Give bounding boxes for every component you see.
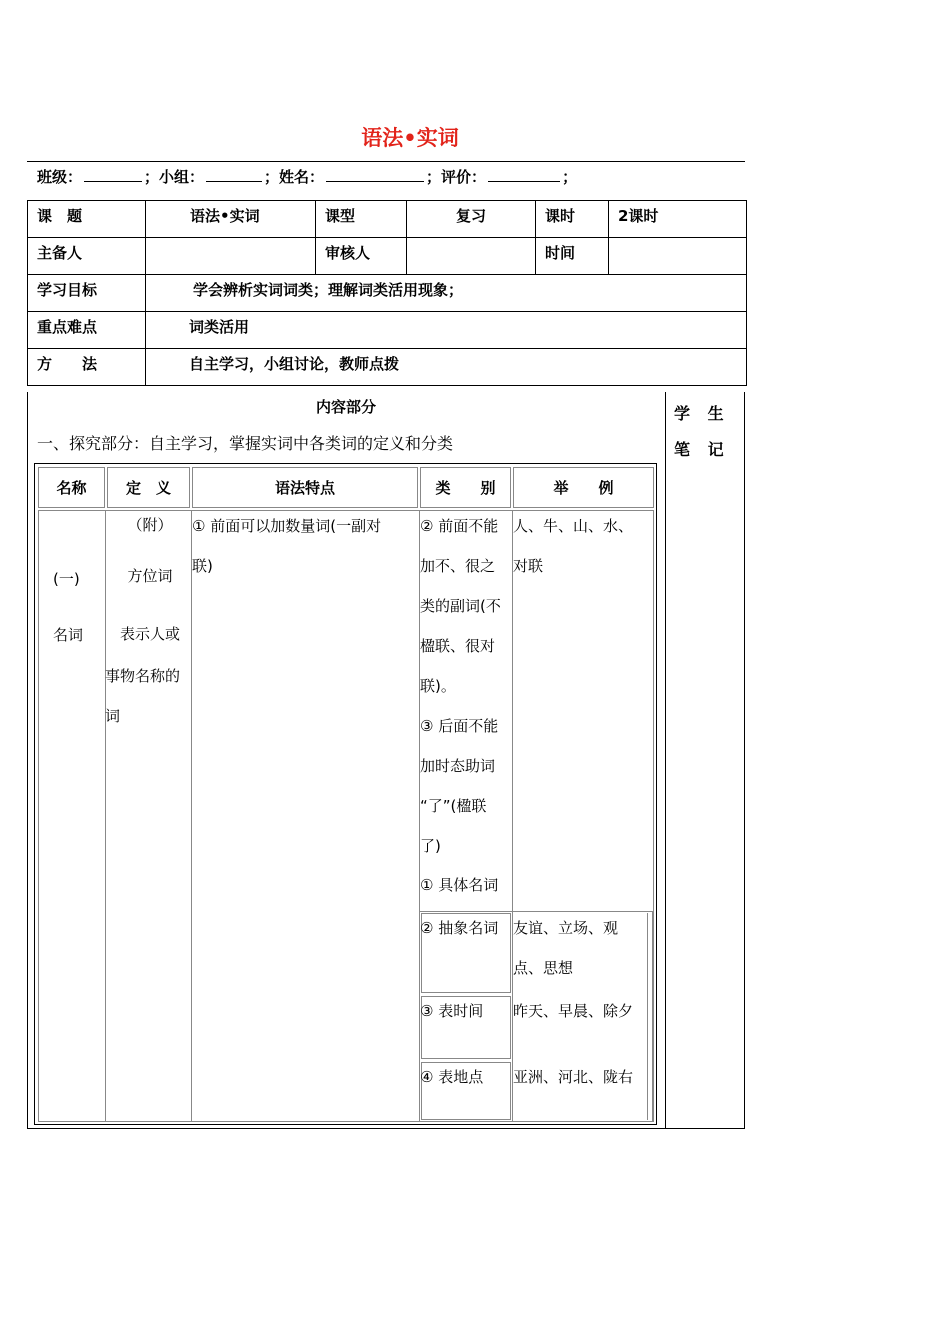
reviewer-label: 审核人 [316,238,407,275]
header-row-goal [28,275,747,312]
content-section-label: 内容部分 [315,398,376,416]
student-info-line [37,166,577,187]
example-line: 人、牛、山、水、 [513,517,634,535]
sub-category-place: ④ 表地点 [420,1068,484,1086]
goal-value: 学会辨析实词词类；理解词类活用现象； [146,275,747,312]
column-header-example: 举 例 [513,467,654,508]
example-line: 友谊、立场、观 [513,919,619,937]
word-class-table [34,463,657,1125]
column-header-features: 语法特点 [192,467,418,508]
focus-value: 词类活用 [146,312,747,349]
header-row-topic [28,201,747,238]
sub-example-time: 昨天、早晨、除夕 [513,1002,634,1020]
header-row-method [28,349,747,386]
definition-line: 方位词 [127,567,173,585]
method-label: 方 法 [28,349,146,386]
title-rule [27,161,745,162]
type-value: 复习 [407,201,536,238]
student-notes-label [674,396,730,468]
category-line: “了”(楹联 [420,797,487,815]
category-line: 加时态助词 [420,757,496,775]
name-line: 名词 [53,626,84,644]
name-blank[interactable] [326,167,424,182]
hours-label: 课时 [536,201,609,238]
category-line: ② 前面不能 [420,517,499,535]
features-line: 联) [192,557,213,575]
cell-example [513,506,658,586]
lesson-header-table [27,200,747,386]
definition-line: 表示人或 [119,625,180,643]
preparer-label: 主备人 [28,238,146,275]
time-label: 时间 [536,238,609,275]
category-line: 联)。 [420,677,456,695]
reviewer-value[interactable] [407,238,536,275]
section-heading: 一、探究部分：自主学习，掌握实词中各类词的定义和分类 [37,434,454,453]
column-header-category: 类 别 [420,467,511,508]
definition-line: 事物名称的 [105,667,181,685]
goal-label: 学习目标 [28,275,146,312]
notes-label-line-2: 笔 记 [674,440,730,459]
hours-value: 2课时 [609,201,747,238]
info-end: ； [562,168,578,186]
cell-category [420,506,516,904]
preparer-value[interactable] [146,238,316,275]
definition-line: （附） [127,516,173,534]
category-line: 加不、很之 [420,557,496,575]
example-line: 对联 [513,557,544,575]
name-line: (一) [53,570,80,588]
eval-label: ；评价： [426,168,487,186]
notes-label-line-1: 学 生 [674,404,730,423]
category-line: 了) [420,837,441,855]
sub-example-abstract [513,908,653,988]
column-header-name: 名称 [38,467,105,508]
group-label: ；小组： [144,168,205,186]
topic-value: 语法•实词 [146,201,316,238]
category-line: ① 具体名词 [420,876,499,894]
sub-example-place: 亚洲、河北、陇右 [513,1068,634,1086]
sub-category-time: ③ 表时间 [420,1002,484,1020]
group-blank[interactable] [206,167,262,182]
cell-definition [105,506,195,736]
topic-label: 课 题 [28,201,146,238]
category-line: 类的副词(不 [420,597,501,615]
cell-name [53,551,83,663]
name-label: ；姓名： [264,168,325,186]
time-value[interactable] [609,238,747,275]
features-line: ① 前面可以加数量词(一副对 [192,517,382,535]
definition-line: 词 [105,707,121,725]
category-line: 楹联、很对 [420,637,496,655]
cell-features [192,506,424,586]
page-title: 语法•实词 [361,126,459,150]
category-line: ③ 后面不能 [420,717,499,735]
eval-blank[interactable] [488,167,560,182]
student-notes-area[interactable] [666,470,744,1120]
sub-category-abstract: ② 抽象名词 [420,919,499,937]
column-header-definition: 定 义 [107,467,190,508]
class-blank[interactable] [84,167,142,182]
class-label: 班级： [37,168,83,186]
example-line: 点、思想 [513,959,574,977]
header-row-focus [28,312,747,349]
header-row-preparer [28,238,747,275]
focus-label: 重点难点 [28,312,146,349]
type-label: 课型 [316,201,407,238]
method-value: 自主学习，小组讨论，教师点拨 [146,349,747,386]
